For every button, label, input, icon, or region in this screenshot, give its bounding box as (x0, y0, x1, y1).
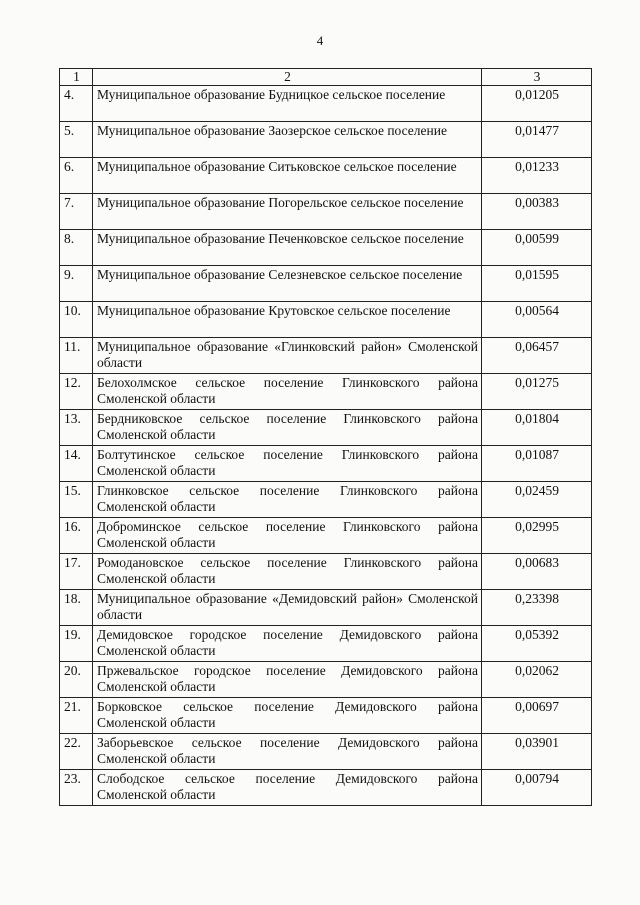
row-value: 0,01205 (482, 86, 592, 122)
page-number: 4 (316, 33, 324, 48)
row-value: 0,00697 (482, 698, 592, 734)
row-value: 0,00383 (482, 194, 592, 230)
allocation-table (59, 68, 592, 806)
row-name: Муниципальное образование «Демидовский район» Смоленской области (93, 590, 482, 626)
table-row (60, 302, 592, 338)
table-row (60, 266, 592, 302)
row-name: Бердниковское сельское поселение Глинковского района Смоленской области (93, 410, 482, 446)
row-name: Демидовское городское поселение Демидовского района Смоленской области (93, 626, 482, 662)
row-name: Муниципальное образование Ситьковское сельское поселение (93, 158, 482, 194)
table-row (60, 230, 592, 266)
table-row (60, 590, 592, 626)
row-value: 0,00794 (482, 770, 592, 806)
table-row (60, 374, 592, 410)
row-number: 11. (60, 338, 93, 374)
row-value: 0,00683 (482, 554, 592, 590)
table-row (60, 698, 592, 734)
row-number: 9. (60, 266, 93, 302)
row-name: Глинковское сельское поселение Глинковского района Смоленской области (93, 482, 482, 518)
row-name: Муниципальное образование Заозерское сельское поселение (93, 122, 482, 158)
table-row (60, 122, 592, 158)
table-row (60, 554, 592, 590)
table-row (60, 518, 592, 554)
table-row (60, 626, 592, 662)
row-number: 13. (60, 410, 93, 446)
row-number: 14. (60, 446, 93, 482)
row-number: 17. (60, 554, 93, 590)
row-number: 12. (60, 374, 93, 410)
row-number: 10. (60, 302, 93, 338)
table-row (60, 86, 592, 122)
row-number: 15. (60, 482, 93, 518)
row-value: 0,00564 (482, 302, 592, 338)
row-value: 0,06457 (482, 338, 592, 374)
row-name: Пржевальское городское поселение Демидовского района Смоленской области (93, 662, 482, 698)
row-name: Доброминское сельское поселение Глинковского района Смоленской области (93, 518, 482, 554)
row-value: 0,02062 (482, 662, 592, 698)
row-number: 7. (60, 194, 93, 230)
row-number: 23. (60, 770, 93, 806)
row-number: 19. (60, 626, 93, 662)
row-value: 0,01477 (482, 122, 592, 158)
row-value: 0,02459 (482, 482, 592, 518)
row-name: Ромодановское сельское поселение Глинковского района Смоленской области (93, 554, 482, 590)
table-row (60, 770, 592, 806)
table-row (60, 338, 592, 374)
table-row (60, 482, 592, 518)
row-number: 22. (60, 734, 93, 770)
row-number: 5. (60, 122, 93, 158)
row-number: 4. (60, 86, 93, 122)
row-number: 18. (60, 590, 93, 626)
row-name: Муниципальное образование Погорельское сельское поселение (93, 194, 482, 230)
row-value: 0,00599 (482, 230, 592, 266)
row-number: 16. (60, 518, 93, 554)
table-row (60, 194, 592, 230)
table-row (60, 410, 592, 446)
row-name: Муниципальное образование Селезневское сельское поселение (93, 266, 482, 302)
row-value: 0,05392 (482, 626, 592, 662)
column-header-2: 2 (93, 69, 482, 86)
column-header-3: 3 (482, 69, 592, 86)
row-number: 21. (60, 698, 93, 734)
table-row (60, 734, 592, 770)
row-name: Белохолмское сельское поселение Глинковского района Смоленской области (93, 374, 482, 410)
row-name: Муниципальное образование Печенковское сельское поселение (93, 230, 482, 266)
row-value: 0,01275 (482, 374, 592, 410)
table-body (60, 69, 592, 806)
column-header-1: 1 (60, 69, 93, 86)
row-value: 0,01087 (482, 446, 592, 482)
row-name: Болтутинское сельское поселение Глинковского района Смоленской области (93, 446, 482, 482)
row-number: 8. (60, 230, 93, 266)
row-value: 0,02995 (482, 518, 592, 554)
row-name: Муниципальное образование «Глинковский район» Смоленской области (93, 338, 482, 374)
table-row (60, 662, 592, 698)
row-value: 0,03901 (482, 734, 592, 770)
row-value: 0,01804 (482, 410, 592, 446)
row-name: Слободское сельское поселение Демидовского района Смоленской области (93, 770, 482, 806)
row-name: Муниципальное образование Будницкое сельское поселение (93, 86, 482, 122)
table-header-row (60, 69, 592, 86)
row-number: 6. (60, 158, 93, 194)
row-name: Муниципальное образование Крутовское сельское поселение (93, 302, 482, 338)
row-value: 0,01595 (482, 266, 592, 302)
row-value: 0,01233 (482, 158, 592, 194)
row-name: Заборьевское сельское поселение Демидовского района Смоленской области (93, 734, 482, 770)
row-number: 20. (60, 662, 93, 698)
row-name: Борковское сельское поселение Демидовского района Смоленской области (93, 698, 482, 734)
row-value: 0,23398 (482, 590, 592, 626)
table-row (60, 158, 592, 194)
table-row (60, 446, 592, 482)
